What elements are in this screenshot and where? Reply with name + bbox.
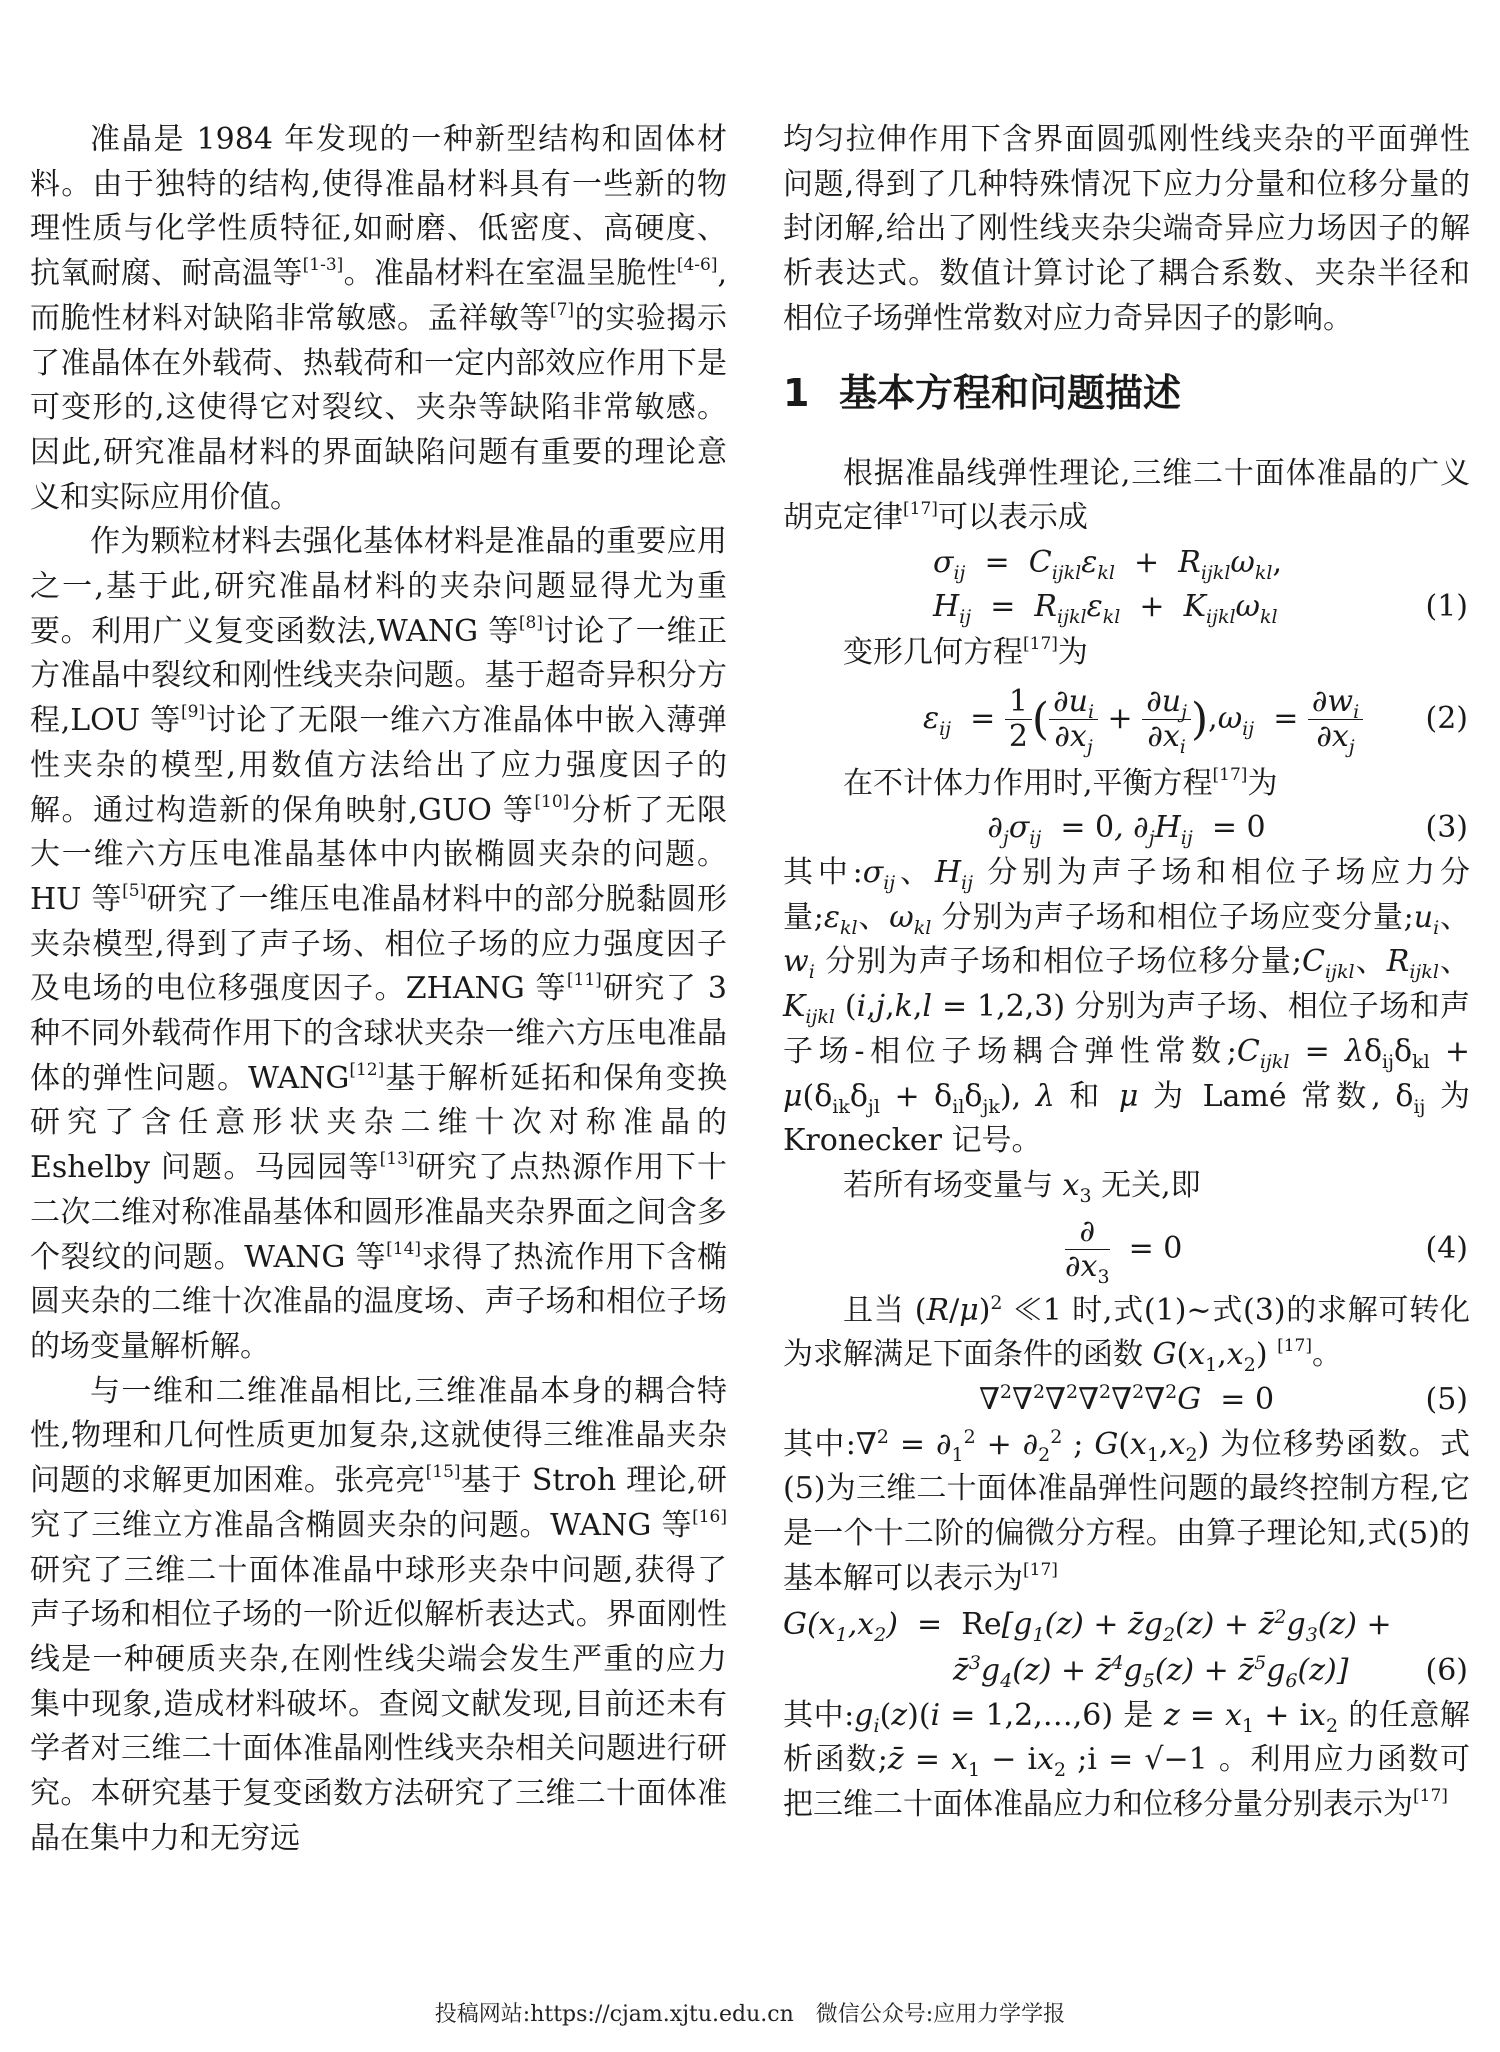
paragraph-geometric: 变形几何方程[17]为 — [843, 633, 1088, 670]
paragraph-inclusion-review: 作为颗粒材料去强化基体材料是准晶的重要应用之一,基于此,研究准晶材料的夹杂问题显得尤为重要。利用广义复变函数法,WANG 等[8]讨论了一维正方准晶中裂纹和刚性线夹杂问题。基于超奇异积分方程,LOU 等[9]讨论了无限一维六方准晶体中嵌入薄弹性夹杂的模型,用数值方法给出了应力强度因子的解。通过构造新的保角映射,GUO 等[10]分析了无限大一维六方压电准晶基体中内嵌椭圆夹杂的问题。HU 等[5]研究了一维压电准晶材料中的部分脱黏圆形夹杂模型,得到了声子场、相位子场的应力强度因子及电场的电位移强度因子。ZHANG 等[11]研究了 3 种不同外载荷作用下的含球状夹杂一维六方压电准晶体的弹性问题。WANG[12]基于解析延拓和保角变换研究了含任意形状夹杂二维十次对称准晶的 Eshelby 问题。马园园等[13]研究了点热源作用下十二次二维对称准晶基体和圆形准晶夹杂界面之间含多个裂纹的问题。WANG 等[14]求得了热流作用下含椭圆夹杂的二维十次准晶的温度场、声子场和相位子场的场变量解析解。 — [30, 524, 728, 1364]
citation[interactable]: [13] — [379, 1149, 415, 1170]
citation[interactable]: [9] — [180, 702, 206, 723]
citation[interactable]: [16] — [692, 1506, 727, 1527]
citation[interactable]: [17] — [1023, 1559, 1058, 1580]
equation-number: (1) — [1425, 588, 1468, 624]
page-footer: 投稿网站:https://cjam.xjtu.edu.cn 微信公众号:应用力学学报 — [434, 2002, 1066, 2027]
section-title: 基本方程和问题描述 — [839, 370, 1182, 415]
paragraph-3d-quasicrystal: 与一维和二维准晶相比,三维准晶本身的耦合特性,物理和几何性质更加复杂,这就使得三维准晶夹杂问题的求解更加困难。张亮亮[15]基于 Stroh 理论,研究了三维立方准晶含椭圆夹杂的问题。WANG 等[16]研究了三维二十面体准晶中球形夹杂中问题,获得了声子场和相位子场的一阶近似解析表达式。界面刚性线是一种硬质夹杂,在刚性线尖端会发生严重的应力集中现象,造成材料破坏。查阅文献发现,目前还未有学者对三维二十面体准晶刚性线夹杂相关问题进行研究。本研究基于复变函数方法研究了三维二十面体准晶在集中力和无穷远 — [30, 1373, 727, 1856]
equation-number: (4) — [1425, 1230, 1468, 1266]
section-heading — [783, 368, 1470, 418]
equation-5: ∇$^2$∇$^2$∇$^2$∇$^2$∇$^2$∇$^2$G = 0 (5) — [783, 1378, 1470, 1423]
right-column — [783, 118, 1470, 1828]
equation-1: $\sigma_{ij} = C_{ijkl}\varepsilon_{kl} + R_{ijkl}\omega_{kl}$, $H_{ij} = R_{ijkl}\varepsilon_{kl} + K_{ijkl}\omega_{kl}$ (1) — [933, 544, 1468, 628]
equation-number: (2) — [1425, 700, 1468, 736]
equation-4: $\frac{\partial}{\partial x_3}$ = 0 (4) — [783, 1209, 1470, 1289]
paragraph-hooke-law: 根据准晶线弹性理论,三维二十面体准晶的广义胡克定律[17]可以表示成 — [783, 455, 1470, 536]
section-number: 1 — [783, 370, 810, 415]
equation-number: (5) — [1425, 1382, 1468, 1418]
citation[interactable]: [14] — [386, 1238, 422, 1259]
citation[interactable]: [10] — [534, 791, 570, 812]
citation[interactable]: [4-6] — [676, 255, 718, 276]
equation-6: $G(x_1,x_2) = Re[g_1(z)$ + $z̄g_2(z)$ + $z̄^2g_3(z)$ + $z̄^3g_4(z)$ + $z̄^4g_5(z)$ + $z̄^5g_6(z)$] (6) — [783, 1605, 1468, 1692]
citation[interactable]: [17] — [1277, 1336, 1312, 1357]
citation[interactable]: [8] — [518, 612, 544, 633]
equation-number: (6) — [1425, 1652, 1468, 1688]
left-column — [30, 118, 727, 1861]
citation[interactable]: [17] — [1212, 764, 1248, 785]
paragraph-independence: 若所有场变量与 $x_3$ 无关,即 — [843, 1167, 1201, 1207]
citation[interactable]: [5] — [122, 880, 147, 901]
citation[interactable]: [15] — [425, 1462, 461, 1483]
citation[interactable]: [17] — [1023, 633, 1058, 654]
paragraph-intro: 准晶是 1984 年发现的一种新型结构和固体材料。由于独特的结构,使得准晶材料具有一些新的物理性质与化学性质特征,如耐磨、低密度、高硬度、抗氧耐腐、耐高温等[1-3]。准晶材料在室温呈脆性[4-6],而脆性材料对缺陷非常敏感。孟祥敏等[7]的实验揭示了准晶体在外载荷、热载荷和一定内部效应作用下是可变形的,这使得它对裂纹、夹杂等缺陷非常敏感。因此,研究准晶材料的界面缺陷问题有重要的理论意义和实际应用价值。 — [30, 122, 728, 515]
paragraph-definitions: 其中$:\sigma_{ij}$、$H_{ij}$ 分别为声子场和相位子场应力分量$;\varepsilon_{kl}$、$\omega_{kl}$ 分别为声子场和相位子场应变分量$;u_i$、$w_i$ 分别为声子场和相位子场位移分量$;C_{ijkl}$、$R_{ijkl}$、$K_{ijkl}$ (i,j,k,l = 1,2,3) 分别为声子场、相位子场和声子场-相位子场耦合弹性常数$;C_{ijkl} = \lambda\delta_{ij}\delta_{kl} + \mu(\delta_{ik}\delta_{jl} + \delta_{il}\delta_{jk})$, λ 和 μ 为 Lamé 常数, $\delta_{ij}$ 为 Kronecker 记号。 — [783, 855, 1471, 1159]
paragraph-equilibrium: 在不计体力作用时,平衡方程[17]为 — [843, 764, 1278, 801]
paragraph-potential: 其中:∇$^2$ = $\partial_1^2 + \partial_2^2$ ; $G(x_1,x_2)$ 为位移势函数。式(5)为三维二十面体准晶弹性问题的最终控制方程,它是一个十二阶的偏微分方程。由算子理论知,式(5)的基本解可以表示为[17] — [783, 1425, 1470, 1596]
citation[interactable]: [17] — [1413, 1785, 1448, 1806]
citation[interactable]: [7] — [549, 299, 575, 320]
citation[interactable]: [12] — [349, 1059, 385, 1080]
citation[interactable]: [1-3] — [302, 255, 344, 276]
equation-2: $\varepsilon_{ij}$ = $\frac{1}{2}$ ( $\frac{\partial u_i}{\partial x_j}$ + $\frac{\partial u_j}{\partial x_i}$ )$,\omega_{ij}$ = $\frac{\partial w_i}{\partial x_j}$ (2) — [783, 676, 1470, 762]
equation-3: $\partial_j\sigma_{ij} = 0$, $\partial_jH_{ij} = 0$ (3) — [783, 806, 1470, 851]
paragraph-continued: 均匀拉伸作用下含界面圆弧刚性线夹杂的平面弹性问题,得到了几种特殊情况下应力分量和位移分量的封闭解,给出了刚性线夹杂尖端奇异应力场因子的解析表达式。数值计算讨论了耦合系数、夹杂半径和相位子场弹性常数对应力奇异因子的影响。 — [783, 122, 1470, 336]
citation[interactable]: [11] — [566, 970, 602, 991]
equation-number: (3) — [1425, 810, 1468, 846]
paragraph-condition: 且当 $(R/\mu)^2$ ≪1 时,式(1)~式(3)的求解可转化为求解满足下面条件的函数 $G(x_1,x_2)$ [17]。 — [783, 1291, 1470, 1377]
paragraph-analytic-functions: 其中$:g_i(z)(i$ = 1,2,…,6) 是 $z = x_1 + ix_2$ 的任意解析函数;z̄ = $x_1 - ix_2$ ;i = √−1 。利用应力函数可把三维二十面体准晶应力和位移分量分别表示为[17] — [783, 1697, 1471, 1822]
citation[interactable]: [17] — [903, 499, 938, 520]
